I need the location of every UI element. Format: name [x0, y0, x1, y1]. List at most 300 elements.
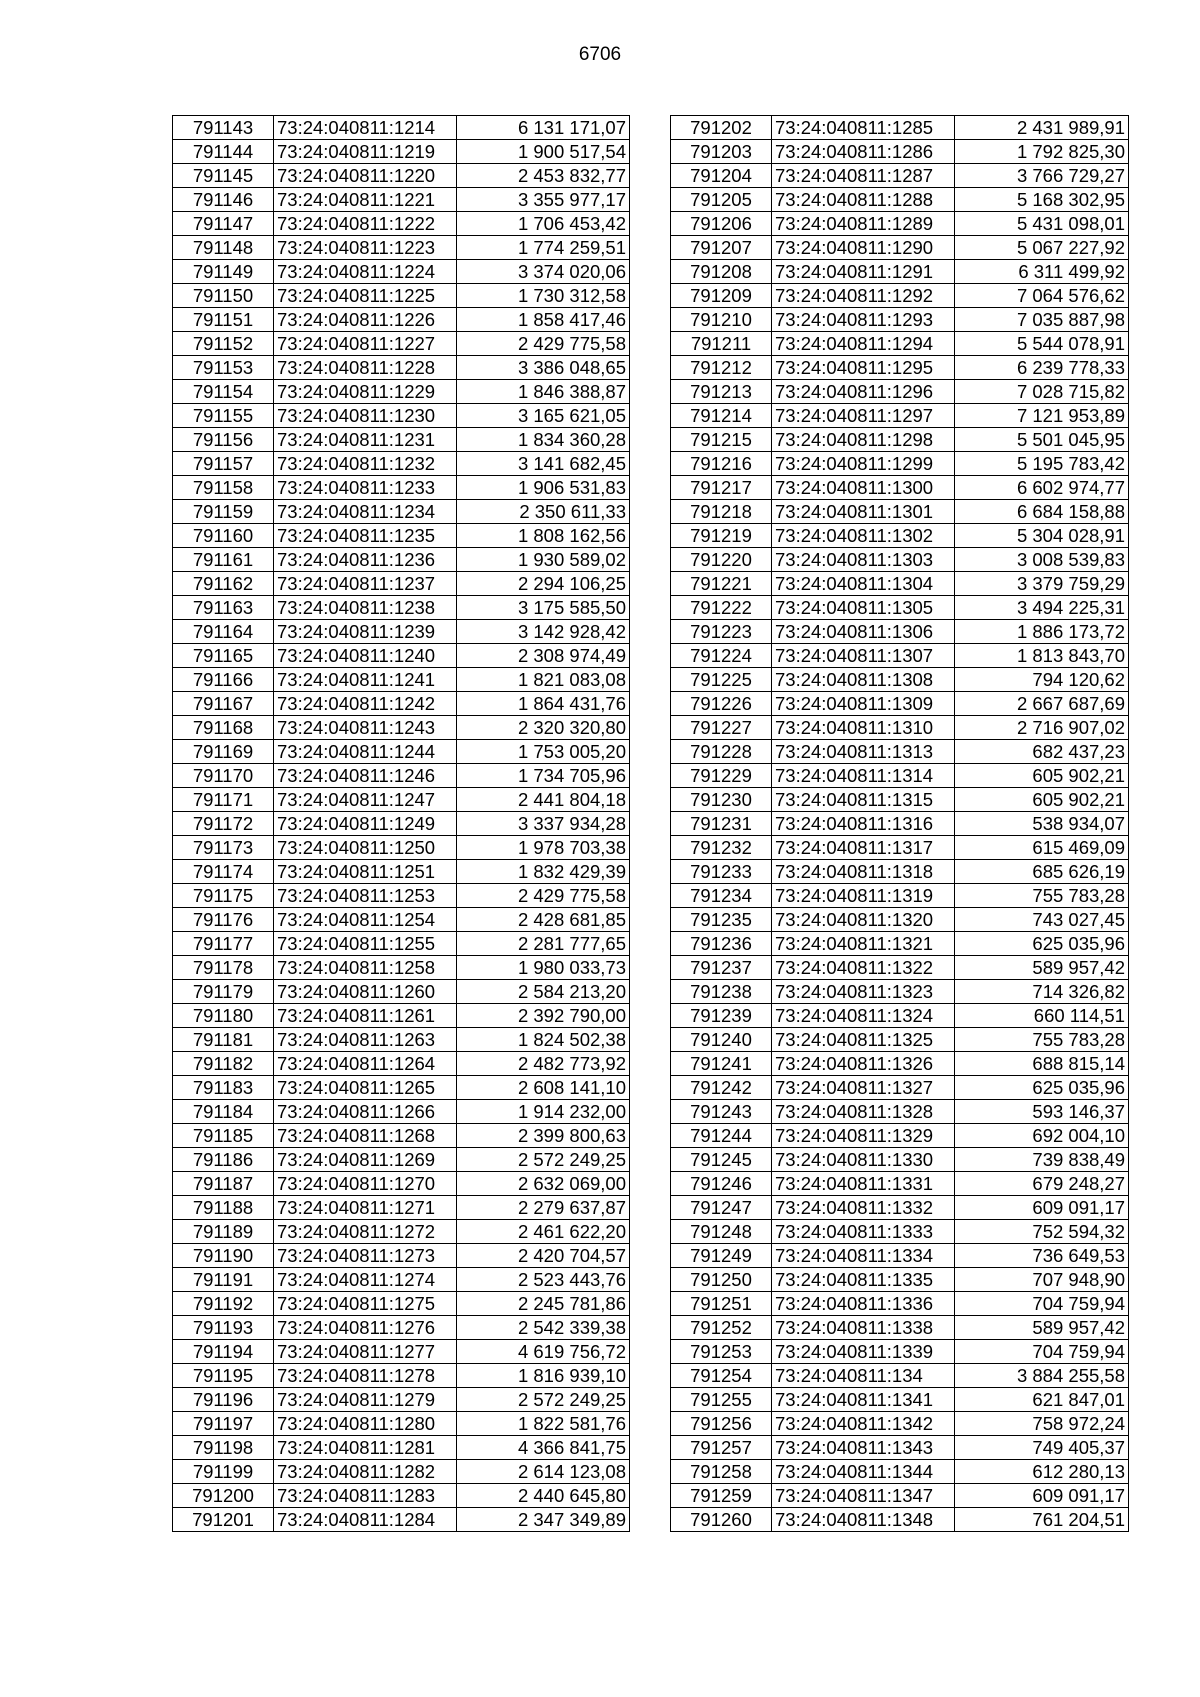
value-cell: 692 004,10 [955, 1124, 1129, 1148]
cadastral-number-cell: 73:24:040811:1330 [772, 1148, 955, 1172]
value-cell: 5 168 302,95 [955, 188, 1129, 212]
table-row [173, 500, 630, 524]
value-cell: 2 632 069,00 [457, 1172, 630, 1196]
table-row [671, 572, 1129, 596]
cadastral-number-cell: 73:24:040811:1238 [274, 596, 457, 620]
value-cell: 1 864 431,76 [457, 692, 630, 716]
row-number-cell: 791157 [173, 452, 274, 476]
cadastral-number-cell: 73:24:040811:1300 [772, 476, 955, 500]
row-number-cell: 791150 [173, 284, 274, 308]
value-cell: 1 808 162,56 [457, 524, 630, 548]
value-cell: 1 792 825,30 [955, 140, 1129, 164]
cadastral-number-cell: 73:24:040811:1305 [772, 596, 955, 620]
value-cell: 743 027,45 [955, 908, 1129, 932]
cadastral-number-cell: 73:24:040811:1253 [274, 884, 457, 908]
cadastral-number-cell: 73:24:040811:1303 [772, 548, 955, 572]
table-row [671, 716, 1129, 740]
cadastral-number-cell: 73:24:040811:1333 [772, 1220, 955, 1244]
value-cell: 755 783,28 [955, 1028, 1129, 1052]
row-number-cell: 791189 [173, 1220, 274, 1244]
row-number-cell: 791149 [173, 260, 274, 284]
table-row [671, 476, 1129, 500]
row-number-cell: 791178 [173, 956, 274, 980]
row-number-cell: 791184 [173, 1100, 274, 1124]
row-number-cell: 791167 [173, 692, 274, 716]
row-number-cell: 791205 [671, 188, 772, 212]
row-number-cell: 791185 [173, 1124, 274, 1148]
table-row [671, 1436, 1129, 1460]
cadastral-number-cell: 73:24:040811:1287 [772, 164, 955, 188]
value-cell: 2 420 704,57 [457, 1244, 630, 1268]
cadastral-number-cell: 73:24:040811:1302 [772, 524, 955, 548]
table-row [671, 1076, 1129, 1100]
value-cell: 1 930 589,02 [457, 548, 630, 572]
cadastral-number-cell: 73:24:040811:1286 [772, 140, 955, 164]
table-row [173, 596, 630, 620]
table-row [671, 668, 1129, 692]
value-cell: 2 441 804,18 [457, 788, 630, 812]
table-row [173, 908, 630, 932]
cadastral-number-cell: 73:24:040811:1227 [274, 332, 457, 356]
row-number-cell: 791202 [671, 116, 772, 140]
value-cell: 612 280,13 [955, 1460, 1129, 1484]
cadastral-number-cell: 73:24:040811:1291 [772, 260, 955, 284]
table-row [671, 1412, 1129, 1436]
value-cell: 752 594,32 [955, 1220, 1129, 1244]
cadastral-number-cell: 73:24:040811:1243 [274, 716, 457, 740]
cadastral-number-cell: 73:24:040811:1319 [772, 884, 955, 908]
table-row [671, 500, 1129, 524]
cadastral-number-cell: 73:24:040811:1219 [274, 140, 457, 164]
row-number-cell: 791146 [173, 188, 274, 212]
table-row [173, 356, 630, 380]
row-number-cell: 791158 [173, 476, 274, 500]
value-cell: 682 437,23 [955, 740, 1129, 764]
cadastral-number-cell: 73:24:040811:1270 [274, 1172, 457, 1196]
table-row [173, 1004, 630, 1028]
cadastral-number-cell: 73:24:040811:1343 [772, 1436, 955, 1460]
value-cell: 5 431 098,01 [955, 212, 1129, 236]
cadastral-number-cell: 73:24:040811:1221 [274, 188, 457, 212]
row-number-cell: 791211 [671, 332, 772, 356]
table-row [671, 1508, 1129, 1532]
cadastral-number-cell: 73:24:040811:1285 [772, 116, 955, 140]
table-row [173, 812, 630, 836]
row-number-cell: 791257 [671, 1436, 772, 1460]
table-row [671, 116, 1129, 140]
table-row [173, 932, 630, 956]
value-cell: 3 379 759,29 [955, 572, 1129, 596]
row-number-cell: 791199 [173, 1460, 274, 1484]
row-number-cell: 791258 [671, 1460, 772, 1484]
value-cell: 3 355 977,17 [457, 188, 630, 212]
value-cell: 755 783,28 [955, 884, 1129, 908]
row-number-cell: 791217 [671, 476, 772, 500]
table-row [671, 788, 1129, 812]
table-row [671, 1244, 1129, 1268]
row-number-cell: 791147 [173, 212, 274, 236]
cadastral-number-cell: 73:24:040811:1241 [274, 668, 457, 692]
row-number-cell: 791221 [671, 572, 772, 596]
cadastral-number-cell: 73:24:040811:1284 [274, 1508, 457, 1532]
table-row [671, 1268, 1129, 1292]
value-cell: 2 392 790,00 [457, 1004, 630, 1028]
cadastral-number-cell: 73:24:040811:1250 [274, 836, 457, 860]
table-row [671, 284, 1129, 308]
row-number-cell: 791190 [173, 1244, 274, 1268]
table-row [173, 308, 630, 332]
value-cell: 2 572 249,25 [457, 1148, 630, 1172]
cadastral-number-cell: 73:24:040811:1325 [772, 1028, 955, 1052]
cadastral-number-cell: 73:24:040811:1232 [274, 452, 457, 476]
cadastral-number-cell: 73:24:040811:1310 [772, 716, 955, 740]
table-row [671, 1340, 1129, 1364]
value-cell: 593 146,37 [955, 1100, 1129, 1124]
cadastral-number-cell: 73:24:040811:1313 [772, 740, 955, 764]
value-cell: 660 114,51 [955, 1004, 1129, 1028]
value-cell: 615 469,09 [955, 836, 1129, 860]
table-row [173, 1052, 630, 1076]
value-cell: 2 279 637,87 [457, 1196, 630, 1220]
table-row [173, 428, 630, 452]
table-row [671, 356, 1129, 380]
value-cell: 2 281 777,65 [457, 932, 630, 956]
cadastral-number-cell: 73:24:040811:1260 [274, 980, 457, 1004]
cadastral-number-cell: 73:24:040811:1301 [772, 500, 955, 524]
value-cell: 794 120,62 [955, 668, 1129, 692]
value-cell: 2 440 645,80 [457, 1484, 630, 1508]
cadastral-number-cell: 73:24:040811:1225 [274, 284, 457, 308]
value-cell: 1 816 939,10 [457, 1364, 630, 1388]
table-row [173, 236, 630, 260]
cadastral-number-cell: 73:24:040811:1224 [274, 260, 457, 284]
value-cell: 1 906 531,83 [457, 476, 630, 500]
cadastral-number-cell: 73:24:040811:1263 [274, 1028, 457, 1052]
cadastral-number-cell: 73:24:040811:1236 [274, 548, 457, 572]
value-cell: 1 822 581,76 [457, 1412, 630, 1436]
cadastral-number-cell: 73:24:040811:1315 [772, 788, 955, 812]
value-cell: 1 753 005,20 [457, 740, 630, 764]
row-number-cell: 791160 [173, 524, 274, 548]
table-row [173, 284, 630, 308]
table-row [671, 428, 1129, 452]
table-row [173, 332, 630, 356]
cadastral-number-cell: 73:24:040811:1282 [274, 1460, 457, 1484]
value-cell: 5 067 227,92 [955, 236, 1129, 260]
row-number-cell: 791243 [671, 1100, 772, 1124]
table-row [173, 1244, 630, 1268]
cadastral-number-cell: 73:24:040811:1280 [274, 1412, 457, 1436]
table-row [671, 1004, 1129, 1028]
table-row [671, 908, 1129, 932]
row-number-cell: 791214 [671, 404, 772, 428]
table-row [671, 164, 1129, 188]
table-row [173, 1220, 630, 1244]
cadastral-number-cell: 73:24:040811:1276 [274, 1316, 457, 1340]
row-number-cell: 791171 [173, 788, 274, 812]
row-number-cell: 791222 [671, 596, 772, 620]
table-row [671, 212, 1129, 236]
cadastral-number-cell: 73:24:040811:1237 [274, 572, 457, 596]
table-row [173, 1100, 630, 1124]
table-row [173, 476, 630, 500]
cadastral-number-cell: 73:24:040811:1341 [772, 1388, 955, 1412]
cadastral-number-cell: 73:24:040811:1297 [772, 404, 955, 428]
row-number-cell: 791198 [173, 1436, 274, 1460]
cadastral-number-cell: 73:24:040811:1268 [274, 1124, 457, 1148]
cadastral-number-cell: 73:24:040811:1277 [274, 1340, 457, 1364]
table-row [671, 1364, 1129, 1388]
cadastral-number-cell: 73:24:040811:1318 [772, 860, 955, 884]
cadastral-number-cell: 73:24:040811:1347 [772, 1484, 955, 1508]
value-cell: 685 626,19 [955, 860, 1129, 884]
row-number-cell: 791256 [671, 1412, 772, 1436]
table-row [671, 1100, 1129, 1124]
table-row [671, 1484, 1129, 1508]
row-number-cell: 791231 [671, 812, 772, 836]
row-number-cell: 791208 [671, 260, 772, 284]
value-cell: 1 978 703,38 [457, 836, 630, 860]
row-number-cell: 791166 [173, 668, 274, 692]
row-number-cell: 791192 [173, 1292, 274, 1316]
cadastral-number-cell: 73:24:040811:1317 [772, 836, 955, 860]
value-cell: 7 028 715,82 [955, 380, 1129, 404]
table-row [671, 860, 1129, 884]
value-cell: 2 308 974,49 [457, 644, 630, 668]
row-number-cell: 791226 [671, 692, 772, 716]
cadastral-number-cell: 73:24:040811:1231 [274, 428, 457, 452]
row-number-cell: 791207 [671, 236, 772, 260]
cadastral-number-cell: 73:24:040811:1239 [274, 620, 457, 644]
value-cell: 707 948,90 [955, 1268, 1129, 1292]
row-number-cell: 791234 [671, 884, 772, 908]
row-number-cell: 791188 [173, 1196, 274, 1220]
value-cell: 609 091,17 [955, 1484, 1129, 1508]
row-number-cell: 791253 [671, 1340, 772, 1364]
value-cell: 625 035,96 [955, 1076, 1129, 1100]
row-number-cell: 791220 [671, 548, 772, 572]
data-table-left-body [173, 116, 630, 1532]
cadastral-number-cell: 73:24:040811:1226 [274, 308, 457, 332]
table-row [173, 1436, 630, 1460]
value-cell: 739 838,49 [955, 1148, 1129, 1172]
table-row [671, 1292, 1129, 1316]
value-cell: 589 957,42 [955, 1316, 1129, 1340]
value-cell: 1 706 453,42 [457, 212, 630, 236]
row-number-cell: 791236 [671, 932, 772, 956]
cadastral-number-cell: 73:24:040811:1234 [274, 500, 457, 524]
cadastral-number-cell: 73:24:040811:1299 [772, 452, 955, 476]
table-row [671, 764, 1129, 788]
table-row [671, 260, 1129, 284]
cadastral-number-cell: 73:24:040811:1283 [274, 1484, 457, 1508]
value-cell: 5 304 028,91 [955, 524, 1129, 548]
row-number-cell: 791219 [671, 524, 772, 548]
data-table-right-body [671, 116, 1129, 1532]
row-number-cell: 791153 [173, 356, 274, 380]
row-number-cell: 791161 [173, 548, 274, 572]
table-row [173, 788, 630, 812]
table-row [173, 404, 630, 428]
cadastral-number-cell: 73:24:040811:1230 [274, 404, 457, 428]
value-cell: 3 175 585,50 [457, 596, 630, 620]
row-number-cell: 791210 [671, 308, 772, 332]
table-row [671, 308, 1129, 332]
row-number-cell: 791260 [671, 1508, 772, 1532]
table-row [173, 572, 630, 596]
value-cell: 749 405,37 [955, 1436, 1129, 1460]
table-row [671, 596, 1129, 620]
row-number-cell: 791143 [173, 116, 274, 140]
row-number-cell: 791177 [173, 932, 274, 956]
table-row [173, 980, 630, 1004]
cadastral-number-cell: 73:24:040811:1261 [274, 1004, 457, 1028]
table-row [173, 1124, 630, 1148]
value-cell: 714 326,82 [955, 980, 1129, 1004]
table-row [671, 548, 1129, 572]
row-number-cell: 791144 [173, 140, 274, 164]
page-number: 6706 [578, 44, 622, 65]
cadastral-number-cell: 73:24:040811:1275 [274, 1292, 457, 1316]
cadastral-number-cell: 73:24:040811:1293 [772, 308, 955, 332]
row-number-cell: 791181 [173, 1028, 274, 1052]
cadastral-number-cell: 73:24:040811:1288 [772, 188, 955, 212]
row-number-cell: 791170 [173, 764, 274, 788]
value-cell: 7 064 576,62 [955, 284, 1129, 308]
row-number-cell: 791152 [173, 332, 274, 356]
row-number-cell: 791254 [671, 1364, 772, 1388]
cadastral-number-cell: 73:24:040811:1323 [772, 980, 955, 1004]
value-cell: 6 239 778,33 [955, 356, 1129, 380]
cadastral-number-cell: 73:24:040811:1251 [274, 860, 457, 884]
row-number-cell: 791259 [671, 1484, 772, 1508]
row-number-cell: 791168 [173, 716, 274, 740]
table-row [173, 692, 630, 716]
table-row [173, 1364, 630, 1388]
row-number-cell: 791224 [671, 644, 772, 668]
table-row [173, 1292, 630, 1316]
table-row [173, 116, 630, 140]
table-row [671, 1052, 1129, 1076]
value-cell: 621 847,01 [955, 1388, 1129, 1412]
table-row [671, 1124, 1129, 1148]
table-row [671, 236, 1129, 260]
table-row [671, 1316, 1129, 1340]
row-number-cell: 791145 [173, 164, 274, 188]
cadastral-number-cell: 73:24:040811:1342 [772, 1412, 955, 1436]
value-cell: 2 294 106,25 [457, 572, 630, 596]
value-cell: 605 902,21 [955, 764, 1129, 788]
data-table-left [172, 115, 630, 1532]
table-row [173, 1196, 630, 1220]
value-cell: 679 248,27 [955, 1172, 1129, 1196]
table-row [671, 620, 1129, 644]
row-number-cell: 791196 [173, 1388, 274, 1412]
value-cell: 2 347 349,89 [457, 1508, 630, 1532]
row-number-cell: 791187 [173, 1172, 274, 1196]
row-number-cell: 791242 [671, 1076, 772, 1100]
table-row [671, 1172, 1129, 1196]
cadastral-number-cell: 73:24:040811:1274 [274, 1268, 457, 1292]
cadastral-number-cell: 73:24:040811:1335 [772, 1268, 955, 1292]
table-row [671, 932, 1129, 956]
cadastral-number-cell: 73:24:040811:1269 [274, 1148, 457, 1172]
table-row [173, 212, 630, 236]
row-number-cell: 791154 [173, 380, 274, 404]
table-row [671, 692, 1129, 716]
table-row [173, 860, 630, 884]
table-row [671, 812, 1129, 836]
table-row [173, 668, 630, 692]
row-number-cell: 791186 [173, 1148, 274, 1172]
cadastral-number-cell: 73:24:040811:1258 [274, 956, 457, 980]
value-cell: 1 900 517,54 [457, 140, 630, 164]
table-row [173, 956, 630, 980]
value-cell: 1 774 259,51 [457, 236, 630, 260]
value-cell: 2 461 622,20 [457, 1220, 630, 1244]
value-cell: 1 813 843,70 [955, 644, 1129, 668]
table-row [173, 548, 630, 572]
value-cell: 6 602 974,77 [955, 476, 1129, 500]
value-cell: 704 759,94 [955, 1292, 1129, 1316]
row-number-cell: 791163 [173, 596, 274, 620]
cadastral-number-cell: 73:24:040811:1316 [772, 812, 955, 836]
table-row [671, 1220, 1129, 1244]
table-row [671, 140, 1129, 164]
cadastral-number-cell: 73:24:040811:1332 [772, 1196, 955, 1220]
row-number-cell: 791240 [671, 1028, 772, 1052]
cadastral-number-cell: 73:24:040811:1314 [772, 764, 955, 788]
table-row [173, 884, 630, 908]
row-number-cell: 791255 [671, 1388, 772, 1412]
cadastral-number-cell: 73:24:040811:1214 [274, 116, 457, 140]
row-number-cell: 791246 [671, 1172, 772, 1196]
row-number-cell: 791204 [671, 164, 772, 188]
value-cell: 605 902,21 [955, 788, 1129, 812]
cadastral-number-cell: 73:24:040811:1228 [274, 356, 457, 380]
table-row [671, 1460, 1129, 1484]
table-row [671, 188, 1129, 212]
row-number-cell: 791156 [173, 428, 274, 452]
value-cell: 2 716 907,02 [955, 716, 1129, 740]
cadastral-number-cell: 73:24:040811:1247 [274, 788, 457, 812]
value-cell: 2 320 320,80 [457, 716, 630, 740]
row-number-cell: 791237 [671, 956, 772, 980]
row-number-cell: 791241 [671, 1052, 772, 1076]
row-number-cell: 791206 [671, 212, 772, 236]
cadastral-number-cell: 73:24:040811:1324 [772, 1004, 955, 1028]
row-number-cell: 791212 [671, 356, 772, 380]
cadastral-number-cell: 73:24:040811:1320 [772, 908, 955, 932]
value-cell: 2 429 775,58 [457, 332, 630, 356]
cadastral-number-cell: 73:24:040811:1279 [274, 1388, 457, 1412]
row-number-cell: 791162 [173, 572, 274, 596]
row-number-cell: 791215 [671, 428, 772, 452]
table-row [173, 524, 630, 548]
cadastral-number-cell: 73:24:040811:1307 [772, 644, 955, 668]
value-cell: 1 824 502,38 [457, 1028, 630, 1052]
table-row [173, 1340, 630, 1364]
row-number-cell: 791209 [671, 284, 772, 308]
row-number-cell: 791228 [671, 740, 772, 764]
value-cell: 7 121 953,89 [955, 404, 1129, 428]
table-row [173, 164, 630, 188]
cadastral-number-cell: 73:24:040811:1235 [274, 524, 457, 548]
table-row [173, 836, 630, 860]
value-cell: 2 572 249,25 [457, 1388, 630, 1412]
row-number-cell: 791200 [173, 1484, 274, 1508]
cadastral-number-cell: 73:24:040811:1289 [772, 212, 955, 236]
